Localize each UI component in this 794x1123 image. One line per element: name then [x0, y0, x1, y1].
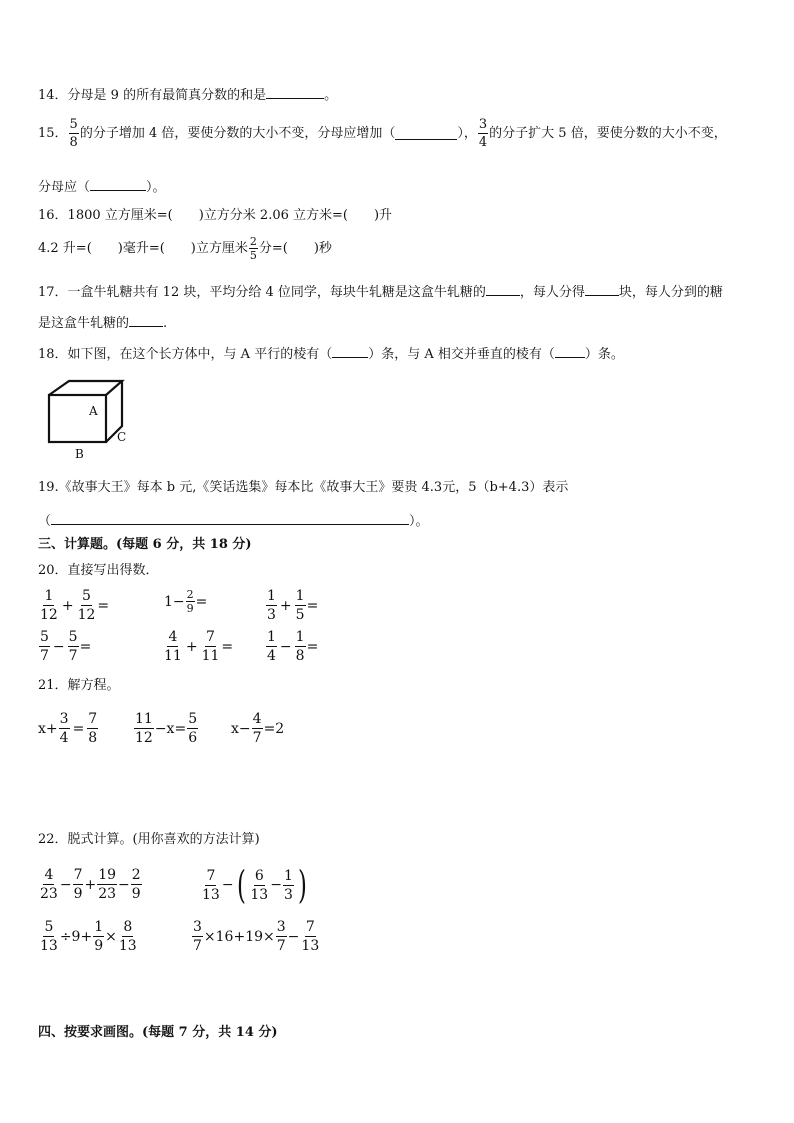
q20-expr-5: $\frac{4}{11}$ + $\frac{7}{11}$ =	[164, 629, 234, 664]
q19-open-paren: （	[38, 514, 52, 529]
question-20-title: 20．直接写出得数．	[38, 563, 159, 578]
question-16-line2	[38, 236, 332, 261]
q17-text-d: 是这盒牛轧糖的	[38, 316, 130, 331]
section-4-heading: 四、按要求画图。(每题 7 分，共 14 分)	[38, 1025, 278, 1040]
q22-expr-4: $\frac{3}{7}$ ×16+19× $\frac{3}{7}$ − $\frac{7}{13}$	[193, 919, 320, 954]
q17-text-c: 块，每人分到的糖	[618, 285, 723, 300]
question-21-title: 21．解方程。	[38, 678, 120, 693]
q18-text-c: ）条。	[584, 347, 624, 362]
q21-equation-3: x− $\frac{4}{7}$ =2	[231, 711, 285, 746]
q14-end: 。	[324, 88, 338, 103]
q15-number: 15．	[38, 126, 68, 141]
q20-expr-4: $\frac{5}{7}$ − $\frac{5}{7}$ =	[40, 629, 92, 664]
q20-expr-6: $\frac{1}{4}$ − $\frac{1}{8}$ =	[267, 629, 319, 664]
q18-text-a: 18．如下图，在这个长方体中，与 A 平行的棱有（	[38, 347, 333, 362]
q21-equation-2: $\frac{11}{12}$ −x= $\frac{5}{6}$	[135, 711, 198, 746]
cuboid-figure	[40, 376, 140, 462]
cuboid-front-face	[49, 395, 106, 442]
q15-fraction-1: $\frac{5}{8}$	[69, 117, 78, 150]
question-15	[38, 118, 727, 149]
cuboid-label-c: C	[117, 430, 127, 444]
q17-blank-2[interactable]	[585, 283, 619, 296]
q20-expr-1: $\frac{1}{12}$ + $\frac{5}{12}$ =	[40, 588, 110, 623]
q15-text-c: 的分子扩大 5 倍，要使分数的大小不变，	[489, 126, 727, 141]
q16-line2-b: 分=( )秒	[258, 241, 332, 256]
q22-expr-3: $\frac{5}{13}$ ÷9+ $\frac{1}{9}$ × $\frac{8}{13}$	[40, 919, 137, 954]
q15-text-b: ），	[457, 126, 477, 141]
q18-blank-1[interactable]	[332, 345, 368, 358]
q19-close-paren: ）。	[409, 514, 429, 529]
q15-line2-a: 分母应（	[38, 180, 91, 195]
q15-blank-1[interactable]	[395, 127, 457, 140]
question-17-line2	[38, 314, 167, 330]
q18-text-b: ）条，与 A 相交并垂直的棱有（	[368, 347, 555, 362]
q22-expr-1: $\frac{4}{23}$ − $\frac{7}{9}$ + $\frac{19}{23}$ − $\frac{2}{9}$	[40, 867, 141, 902]
question-19-answer	[38, 512, 429, 528]
q14-blank[interactable]	[266, 86, 324, 99]
q15-fraction-2: $\frac{3}{4}$	[478, 117, 488, 150]
cuboid-label-a: A	[89, 404, 98, 418]
q14-text: 14．分母是 9 的所有最简真分数的和是	[38, 88, 267, 103]
question-14	[38, 86, 337, 102]
q17-blank-1[interactable]	[486, 283, 520, 296]
q18-blank-2[interactable]	[555, 345, 585, 358]
question-22-title: 22．脱式计算。(用你喜欢的方法计算)	[38, 832, 260, 847]
q17-text-a: 17．一盒牛轧糖共有 12 块，平均分给 4 位同学，每块牛轧糖是这盒牛轧糖的	[38, 285, 486, 300]
q17-text-b: ，每人分得	[519, 285, 585, 300]
q19-blank[interactable]	[51, 512, 409, 525]
question-16-line1: 16．1800 立方厘米=( )立方分米 2.06 立方米=( )升	[38, 208, 393, 223]
cuboid-label-b: B	[75, 447, 84, 461]
q15-blank-2[interactable]	[90, 178, 146, 191]
q20-expr-2: 1− $\frac{2}{9}$ =	[164, 588, 208, 615]
section-3-heading: 三、计算题。(每题 6 分，共 18 分)	[38, 537, 252, 552]
q21-equation-1: x+ $\frac{3}{4}$ = $\frac{7}{8}$	[38, 711, 98, 746]
question-15-line2	[38, 178, 166, 194]
q16-fraction: $\frac{2}{5}$	[249, 235, 257, 262]
question-19: 19.《故事大王》每本 b 元,《笑话选集》每本比《故事大王》要贵 4.3元，5（b+4.3）表示	[38, 480, 569, 495]
question-18	[38, 345, 624, 361]
q15-text-a: 的分子增加 4 倍，要使分数的大小不变，分母应增加（	[79, 126, 396, 141]
q15-line2-b: ）。	[146, 180, 166, 195]
q16-line2-a: 4.2 升=( )毫升=( )立方厘米	[38, 241, 248, 256]
cuboid-top-face	[49, 381, 122, 395]
q20-expr-3: $\frac{1}{3}$ + $\frac{1}{5}$ =	[267, 588, 319, 623]
q22-expr-2: $\frac{7}{13}$ − ( $\frac{6}{13}$ − $\frac{1}{3}$ )	[202, 863, 307, 907]
question-17-line1	[38, 283, 723, 299]
q17-blank-3[interactable]	[129, 314, 163, 327]
q17-text-e: .	[163, 316, 168, 331]
